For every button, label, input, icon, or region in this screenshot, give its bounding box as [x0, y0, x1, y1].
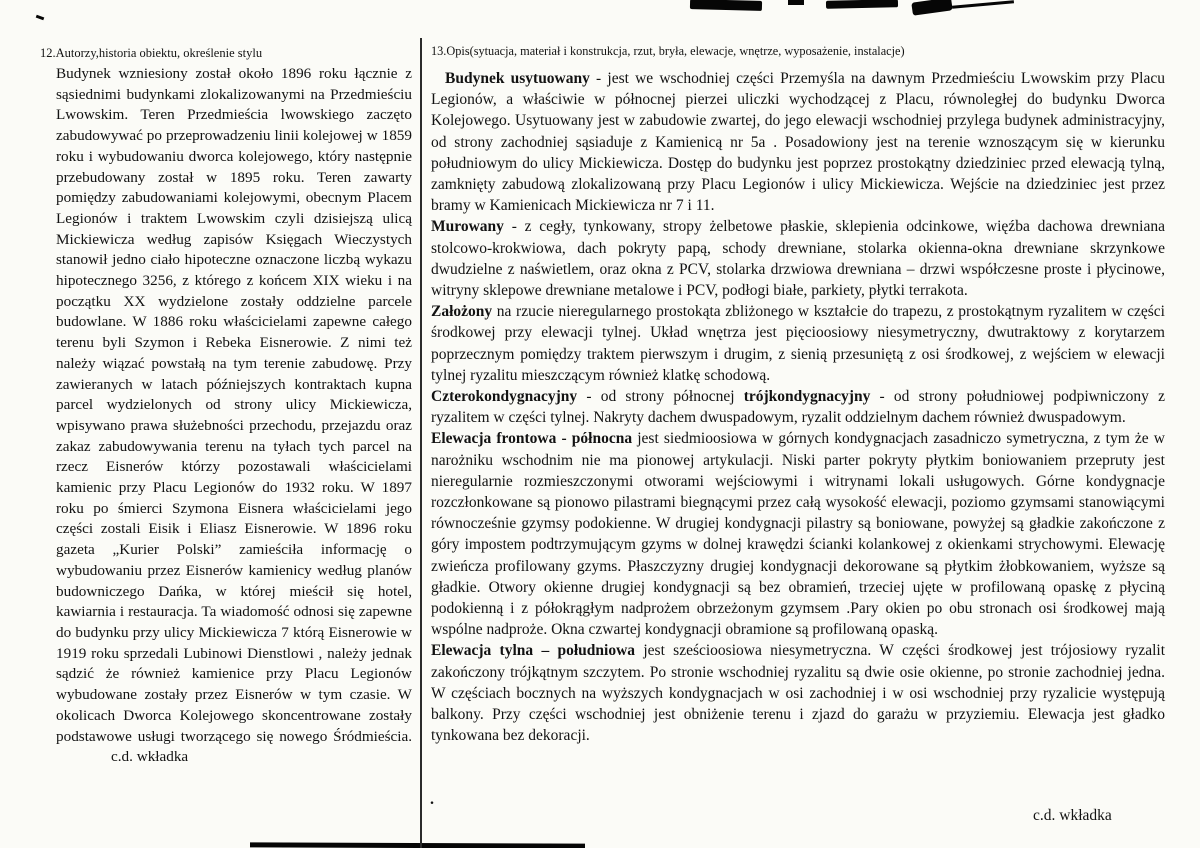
paragraph-plan: [431, 301, 1165, 386]
scan-artifact: [911, 0, 952, 16]
paragraph-text: - z cegły, tynkowany, stropy żelbetowe płaskie, sklepienia odcinkowe, więźba dachowa drewniana stolcowo-krokwiowa, dach pokryty papą, schody drewniane, stolarka okienna-okna drewniane skrzynkowe dwudzielne z naświetlem, oraz okna z PCV, stolarka drzwiowa drewniana – drzwi współczesne proste i płycinowe, witryny sklepowe drewniane metalowe i PCV, podłogi białe, parkiety, płytki terrakota.: [431, 218, 1165, 300]
paragraph-storeys: [431, 386, 1165, 428]
paragraph-situation: [431, 68, 1165, 216]
section-12-authors-history: [40, 46, 412, 768]
section-12-body: [40, 64, 412, 768]
scan-artifact: [788, 0, 804, 5]
left-continuation-note: c.d. wkładka: [111, 748, 189, 766]
paragraph-text: - jest we wschodniej części Przemyśla na dawnym Przedmieściu Lwowskim przy Placu Legionów, a właściwie w północnej pierzei uliczki wychodzącej z Placu, równoległej do budynku Dworca Kolejowego. Usytuowany jest w zabudowie zwartej, do jego elewacji wschodniej przylega budynek administracyjny, od strony zachodniej sąsiaduje z Kamienicą nr 5a . Posadowiony jest na terenie wznoszącym się w kierunku południowym do ulicy Mickiewicza. Dostęp do budynku jest poprzez prostokątny dziedziniec przed elewacją tylną, zamknięty zabudową zlokalizowaną przy Placu Legionów i ulicy Mickiewicza. Wejście na dziedziniec jest przez bramy w Kamienicach Mickiewicza nr 7 i 11.: [431, 70, 1165, 215]
scan-artifact: [690, 0, 762, 11]
paragraph-lead: Założony: [431, 303, 493, 321]
section-13-body: [431, 68, 1165, 747]
scan-artifact: [250, 842, 585, 848]
paragraph-material: [431, 216, 1165, 301]
paragraph-lead: Murowany: [431, 218, 504, 236]
column-divider-line: [420, 38, 422, 848]
stray-period-mark: .: [430, 791, 434, 808]
paragraph-rear-elevation: [431, 640, 1165, 746]
paragraph-lead: Elewacja frontowa - północna: [431, 430, 633, 448]
paragraph-text: - od strony południowej podpiwniczony z ryzalitem w części tylnej. Nakryty dachem dwuspadowym, ryzalit oddzielnym dachem również dwuspadowym.: [431, 388, 1165, 427]
paragraph-text: jest siedmioosiowa w górnych kondygnacjach zasadniczo symetryczna, z tym że w narożniku wschodnim nie ma pionowej artykulacji. Niski parter pokryty płytkim boniowaniem przepruty jest nieregularnie rozmieszczonymi otworami wejściowymi i witrynami lokali usługowych. Górne kondygnacje rozczłonkowane są pionowo pilastrami biegnącymi przez całą wysokość elewacji, poziomo gzymsami stanowiącymi równocześnie gzymsy podokienne. W drugiej kondygnacji pilastry są boniowane, powyżej są gładkie zakończone z góry impostem podtrzymującym gzyms w dolnej krawędzi ścianki kolankowej z okienkami strychowymi. Elewację zwieńcza profilowany gzyms. Płaszczyzny drugiej kondygnacji dekorowane są płytkim żłobkowaniem, wyższe są gładkie. Otwory okienne drugiej kondygnacji są bez obramień, trzeciej ujęte w profilowaną opaskę z płyciną podokienną i z półokrągłym nadprożem obrzeżonym gzymsem .Pary okien po obu stronach osi środkowej mają wspólne nadproże. Okna czwartej kondygnacji obramione są profilowaną opaską.: [431, 430, 1165, 639]
history-text: Budynek wzniesiony został około 1896 roku łącznie z sąsiednimi budynkami zlokalizowanymi na Przedmieściu Lwowskim. Teren Przedmieścia lwowskiego zaczęto zabudowywać po przeprowadzeniu linii kolejowej w 1859 roku i wybudowaniu dworca kolejowego, który następnie przebudowany został w 1895 roku. Teren zawarty pomiędzy zabudowaniami kolejowymi, obecnym Placem Legionów i traktem Lwowskim czyli dzisiejszą ulicą Mickiewicza według zapisów Księgach Wieczystych stanowił jedno ciało hipoteczne oznaczone liczbą wykazu hipotecznego 3256, z którego z końcem XIX wieku i na początku XX wydzielone zostały oddzielne parcele budowlane. W 1886 roku właścicielami zapewne całego terenu byli Szymon i Rebeka Eisnerowie. Z nimi też należy wiązać powstałą na tym terenie zabudowę. Przy zawieranych w latach późniejszych kontraktach kupna parcel wydzielonych od strony ulicy Mickiewicza, wpisywano prawa służebności przechodu, przejazdu oraz zakaz zabudowywania terenu na tyłach tych parcel na rzecz Eisnerów którzy pozostawali właścicielami kamienic przy Placu Legionów do 1932 roku. W 1897 roku po śmierci Szymona Eisnera właścicielami jego części zostali Eisik i Eliasz Eisnerowie. W 1896 roku gazeta „Kurier Polski” zamieściła informację o wybudowaniu przez Eisnerów kamienicy według planów budowniczego Dańka, w której mieścił się hotel, kawiarnia i restauracja. Ta wiadomość odnosi się zapewne do budynku przy ulicy Mickiewicza 7 którą Eisnerowie w 1919 roku sprzedali Lubinowi Dienstlowi , należy jednak sądzić że również kamienice przy Placu Legionów wybudowane zostały przez Eisnerów w tym czasie. W okolicach Dworca Kolejowego skoncentrowane zostały podstawowe usługi tworzącego się nowego Śródmieścia.: [56, 65, 412, 745]
scan-artifact: [36, 15, 45, 21]
scan-artifact: [952, 0, 1014, 8]
right-continuation-note: c.d. wkładka: [1033, 807, 1112, 824]
paragraph-lead: trójkondygnacyjny: [743, 388, 871, 406]
paragraph-lead: Elewacja tylna – południowa: [431, 642, 636, 660]
paragraph-lead: Budynek usytuowany: [445, 70, 590, 87]
section-12-heading: 12.Autorzy,historia obiektu, określenie stylu: [40, 46, 263, 60]
scan-artifact: [826, 0, 898, 9]
paragraph-text: jest sześcioosiowa niesymetryczna. W części środkowej jest trójosiowy ryzalit zakończony trójkątnym szczytem. Po stronie wschodniej ryzalitu są dwie osie okienne, po stronie zachodniej jedna. W częściach bocznych na wyższych kondygnacjach w osi zachodniej i w osi wschodniej przy ryzalicie występują balkony. Przy części wschodniej jest obniżenie terenu i zjazd do garażu w przyziemiu. Elewacja jest gładko tynkowana bez dekoracji.: [431, 642, 1165, 745]
section-13-heading: 13.Opis(sytuacja, materiał i konstrukcja, rzut, bryła, elewacje, wnętrze, wyposażenie, instalacje): [431, 44, 905, 58]
paragraph-text: na rzucie nieregularnego prostokąta zbliżonego w kształcie do trapezu, z prostokątnym ryzalitem w części środkowej przy elewacji tylnej. Układ wnętrza jest pięcioosiowy niesymetryczny, dwutraktowy z korytarzem poprzecznym pomiędzy traktem pierwszym i drugim, z sienią przesuniętą z osi środkowej, z wejściem w elewacji tylnej ryzalitu mieszczącym również klatkę schodową.: [431, 303, 1165, 384]
paragraph-lead: Czterokondygnacyjny: [431, 388, 578, 406]
section-13-description: [431, 44, 1165, 747]
paragraph-text: - od strony północnej: [577, 388, 744, 406]
paragraph-front-elevation: [431, 428, 1165, 640]
